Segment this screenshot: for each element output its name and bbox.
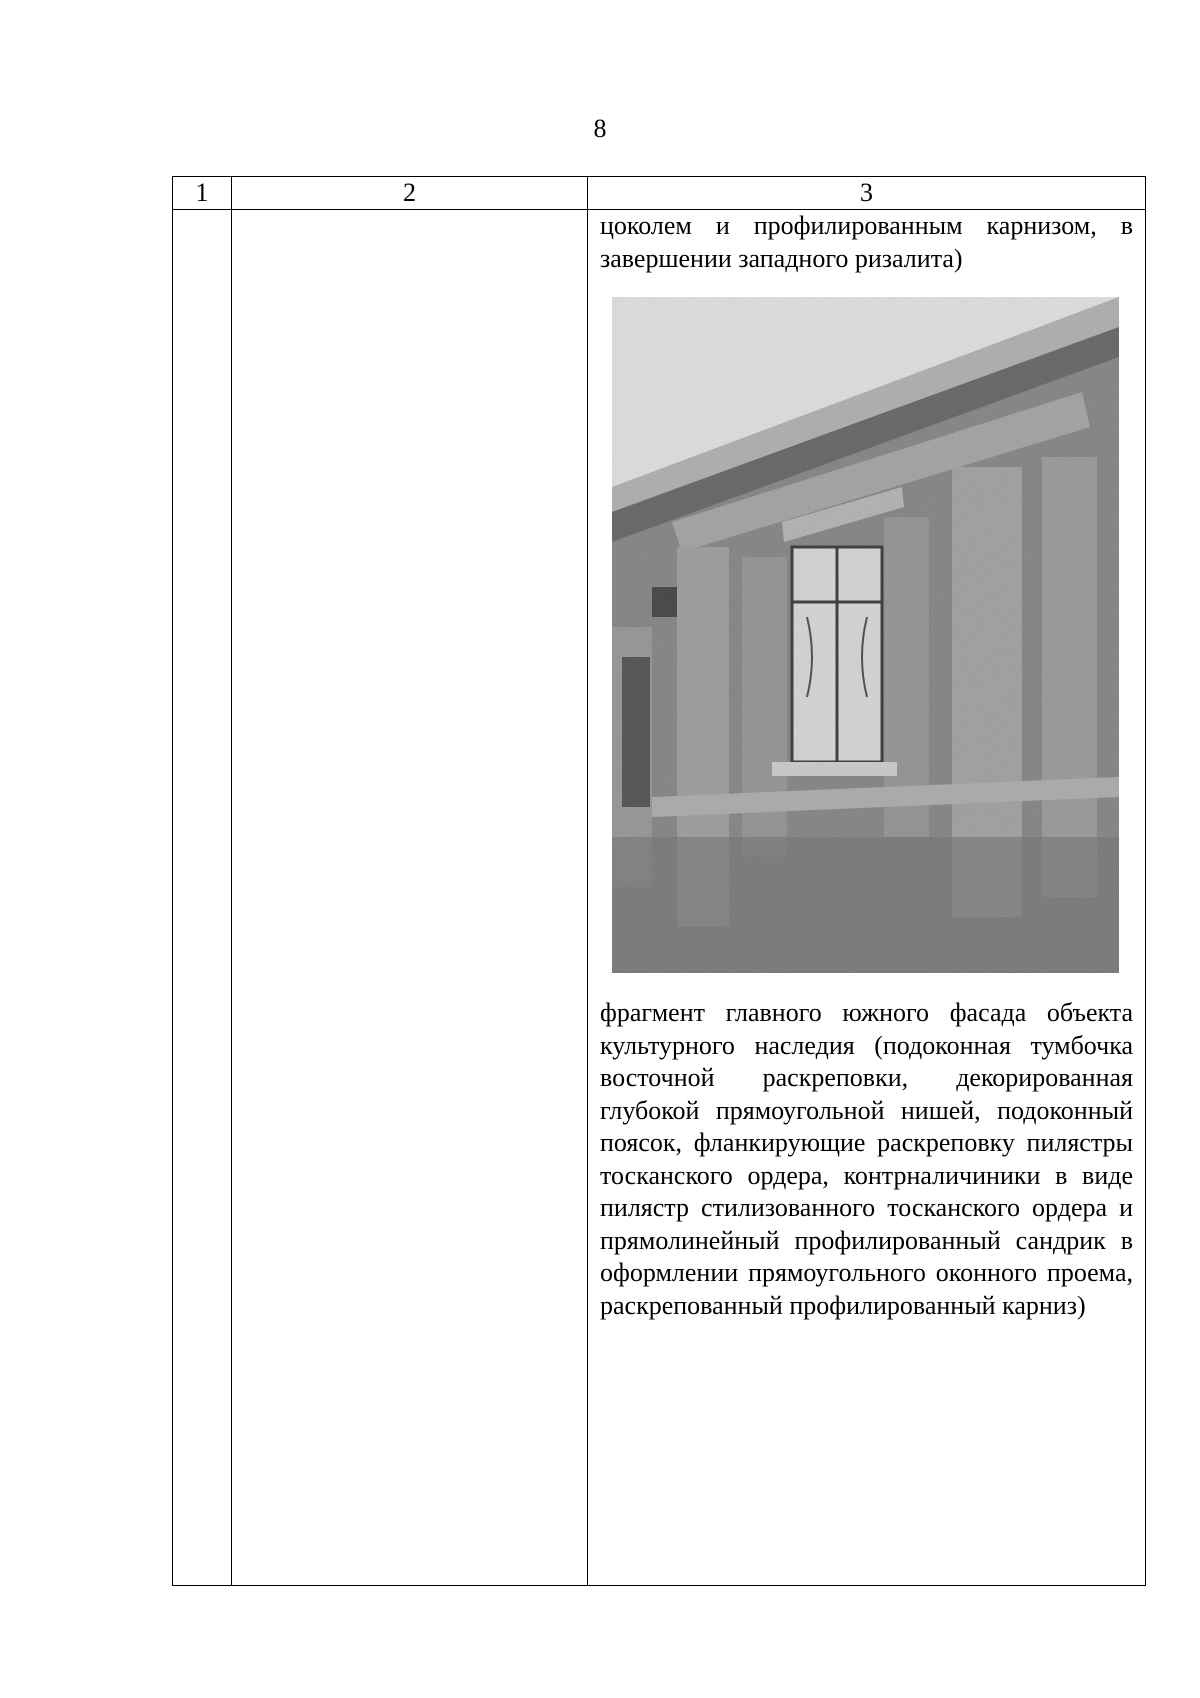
description-text-bottom: фрагмент главного южного фасада объекта культурного наследия (подоконная тумбочка восточной раскреповки, декорированная глубокой прямоугольной нишей, подоконный поясок, фланкирующие раскреповку пилястры тосканского ордера, контрналичиники в виде пилястр стилизованного тосканского ордера и прямолинейный профилированный сандрик в оформлении прямоугольного оконного проема, раскрепованный профилированный карниз) [600, 998, 1133, 1320]
table-header-row [173, 177, 1146, 210]
cell-col-1 [173, 210, 232, 1586]
header-col-3: 3 [588, 177, 1146, 210]
document-table [172, 176, 1146, 1586]
facade-photo [612, 297, 1119, 973]
header-col-2: 2 [232, 177, 588, 210]
cell-col-3 [588, 210, 1146, 1586]
table-row [173, 210, 1146, 1586]
page-number: 8 [593, 114, 607, 143]
cell-col-2 [232, 210, 588, 1586]
description-text-top: цоколем и профилированным карнизом, в завершении западного ризалита) [600, 211, 1133, 273]
header-col-1: 1 [173, 177, 232, 210]
